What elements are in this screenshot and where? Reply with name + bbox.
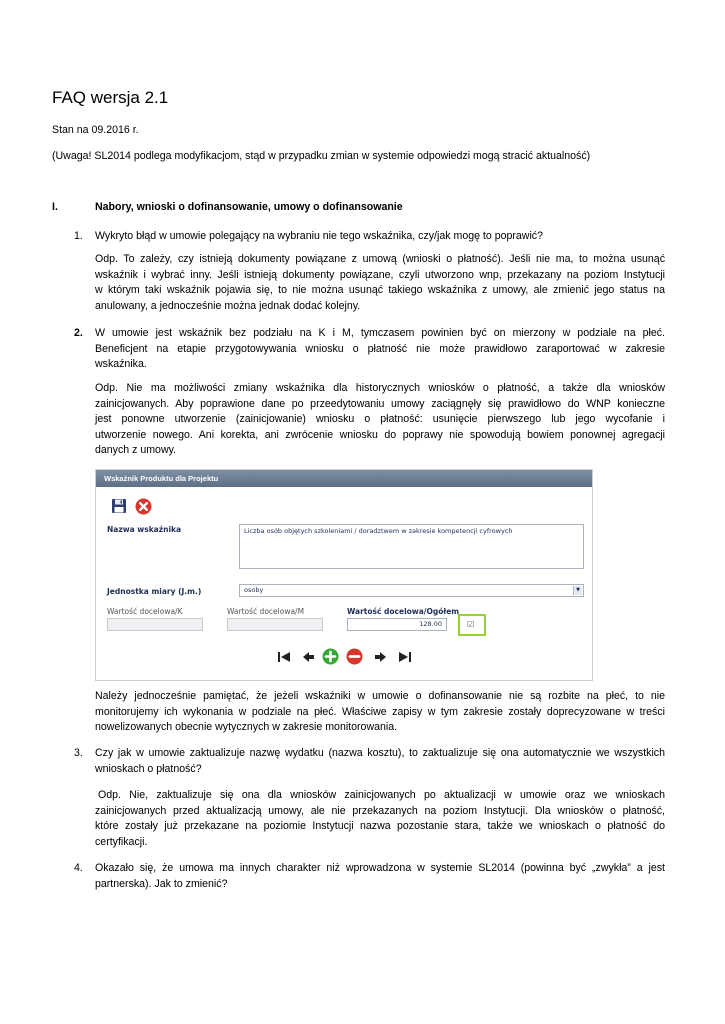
wartosc-m-label: Wartość docelowa/M [227,607,305,616]
add-icon[interactable] [322,648,339,665]
q2-answer-line: jest ponowne utworzenie (zainicjowanie) wniosku o płatność: usunięcie pierwszego lub jego wycofanie i [95,413,665,425]
q2-question-line: W umowie jest wskaźnik bez podziału na K i M, tymczasem powinien być on mierzony w podziale na płeć. [95,327,665,339]
q2-number: 2. [74,327,83,339]
q1-number: 1. [74,230,83,242]
q2-note-line: nowelizowanych obecnie wytycznych w zakresie monitorowania. [95,721,398,733]
q2-answer-line: zainicjowanych. Aby poprawione dane po przeedytowaniu umowy zaciągnęły się prawidłowo do WNP konieczne [95,397,665,410]
q3-answer [95,788,665,850]
q1-question: Wykryto błąd w umowie polegający na wybraniu nie tego wskaźnika, czy/jak mogę to poprawić? [95,230,543,242]
nazwa-textarea[interactable]: Liczba osób objętych szkoleniami / doradztwem w zakresie kompetencji cyfrowych [239,524,584,569]
q3-question-line: Czy jak w umowie zaktualizuje nazwę wydatku (nazwa kosztu), to zaktualizuje się ona automatycznie we wszystkich [95,747,665,759]
status-date: Stan na 09.2016 r. [52,124,139,136]
wartosc-m-input [227,618,323,631]
q1-answer-line: wskaźnik i wybrać inny. Jeśli istnieją dokumenty powiązane, czyli utworzono wnp, przekazany na poziom Instytucji [95,268,665,281]
q2-answer-line: utworzenie nowego. Ani korekta, ani zwrócenie wniosku do poprawy nie spowodują bowiem ponownej agregacji [95,428,665,441]
q4-number: 4. [74,862,83,874]
section-number: I. [52,201,58,213]
q3-answer-line: Odp. Nie, zaktualizuje się ona dla wniosków zainicjowanych po aktualizacji w umowie oraz we wnioskach [98,789,665,801]
q2-question-line: wskaźnika. [95,358,147,370]
screenshot-header: Wskaźnik Produktu dla Projektu [96,470,592,487]
q2-question [95,326,665,373]
wartosc-ogolem-input[interactable]: 128.00 [347,618,447,631]
q3-answer-line: certyfikacji. [95,835,148,848]
q3-number: 3. [74,747,83,759]
q2-answer [95,381,665,459]
jednostka-value: osoby [244,586,264,594]
q3-answer-line: zainicjowanych przed aktualizacją umowy, ale nie przekazanych na poziom Instytucji. Dla wniosków o płatność, [95,804,665,817]
q2-answer-line: danych z umowy. [95,444,177,456]
q2-note-line: monitorujemy ich wykonania w podziale na płeć. Właściwe zapisy w tym zakresie zostały doprecyzowane w treści [95,705,665,718]
q2-note-line: Należy jednocześnie pamiętać, że jeżeli wskaźniki w umowie o dofinansowanie nie są rozbite na płeć, to nie [95,690,665,702]
close-icon[interactable] [135,498,152,515]
indicator-screenshot [95,469,593,681]
q4-question-line: partnerska). Jak to zmienić? [95,877,228,890]
document-title: FAQ wersja 2.1 [52,88,169,107]
q3-answer-line: które zostały już przekazane na poziomie Instytucji nazwa pozostanie stara, także we wnioskach o płatność do [95,820,665,832]
q2-answer-line: Odp. Nie ma możliwości zmiany wskaźnika dla historycznych wniosków o płatność, a także dla wniosków [95,382,665,394]
wartosc-k-label: Wartość docelowa/K [107,607,183,616]
nazwa-label: Nazwa wskaźnika [107,525,182,534]
q1-answer [95,252,665,314]
next-record-icon[interactable] [374,650,388,664]
wartosc-k-input [107,618,203,631]
checkbox[interactable]: ☑ [467,620,475,629]
q3-question-line: wnioskach o płatność? [95,762,202,775]
remove-icon[interactable] [346,648,363,665]
wartosc-ogolem-label: Wartość docelowa/Ogółem [347,607,460,616]
q1-answer-line: w którym taki wskaźnik pojawia się, to nie można usunąć takiego wskaźnika z umowy, ale zmienić jego status na [95,284,665,296]
previous-record-icon[interactable] [301,650,315,664]
q4-question [95,861,665,892]
first-record-icon[interactable] [277,650,291,664]
save-icon[interactable] [111,498,127,514]
q4-question-line: Okazało się, że umowa ma innych charakter niż wprowadzona w systemie SL2014 (powinna być „zwykła” a jest [95,862,665,874]
q1-answer-line: Odp. To zależy, czy istnieją dokumenty powiązane z umową (wnioski o płatność). Jeśli nie ma, to można usunąć [95,253,665,265]
disclaimer: (Uwaga! SL2014 podlega modyfikacjom, stąd w przypadku zmian w systemie odpowiedzi mogą stracić aktualność) [52,150,591,162]
jednostka-label: Jednostka miary (J.m.) [107,587,202,596]
q1-answer-line: anulowany, a jednocześnie można jednak dodać kolejny. [95,299,361,312]
q3-question [95,746,665,777]
q2-note [95,689,665,736]
q2-question-line: Beneficjent na etapie przygotowywania wniosku o płatność nie może prawidłowo zaraportować w zakresie [95,342,665,355]
chevron-down-icon[interactable]: ▼ [573,586,582,595]
last-record-icon[interactable] [398,650,412,664]
jednostka-select[interactable] [239,584,584,597]
section-title: Nabory, wnioski o dofinansowanie, umowy o dofinansowanie [95,201,403,213]
